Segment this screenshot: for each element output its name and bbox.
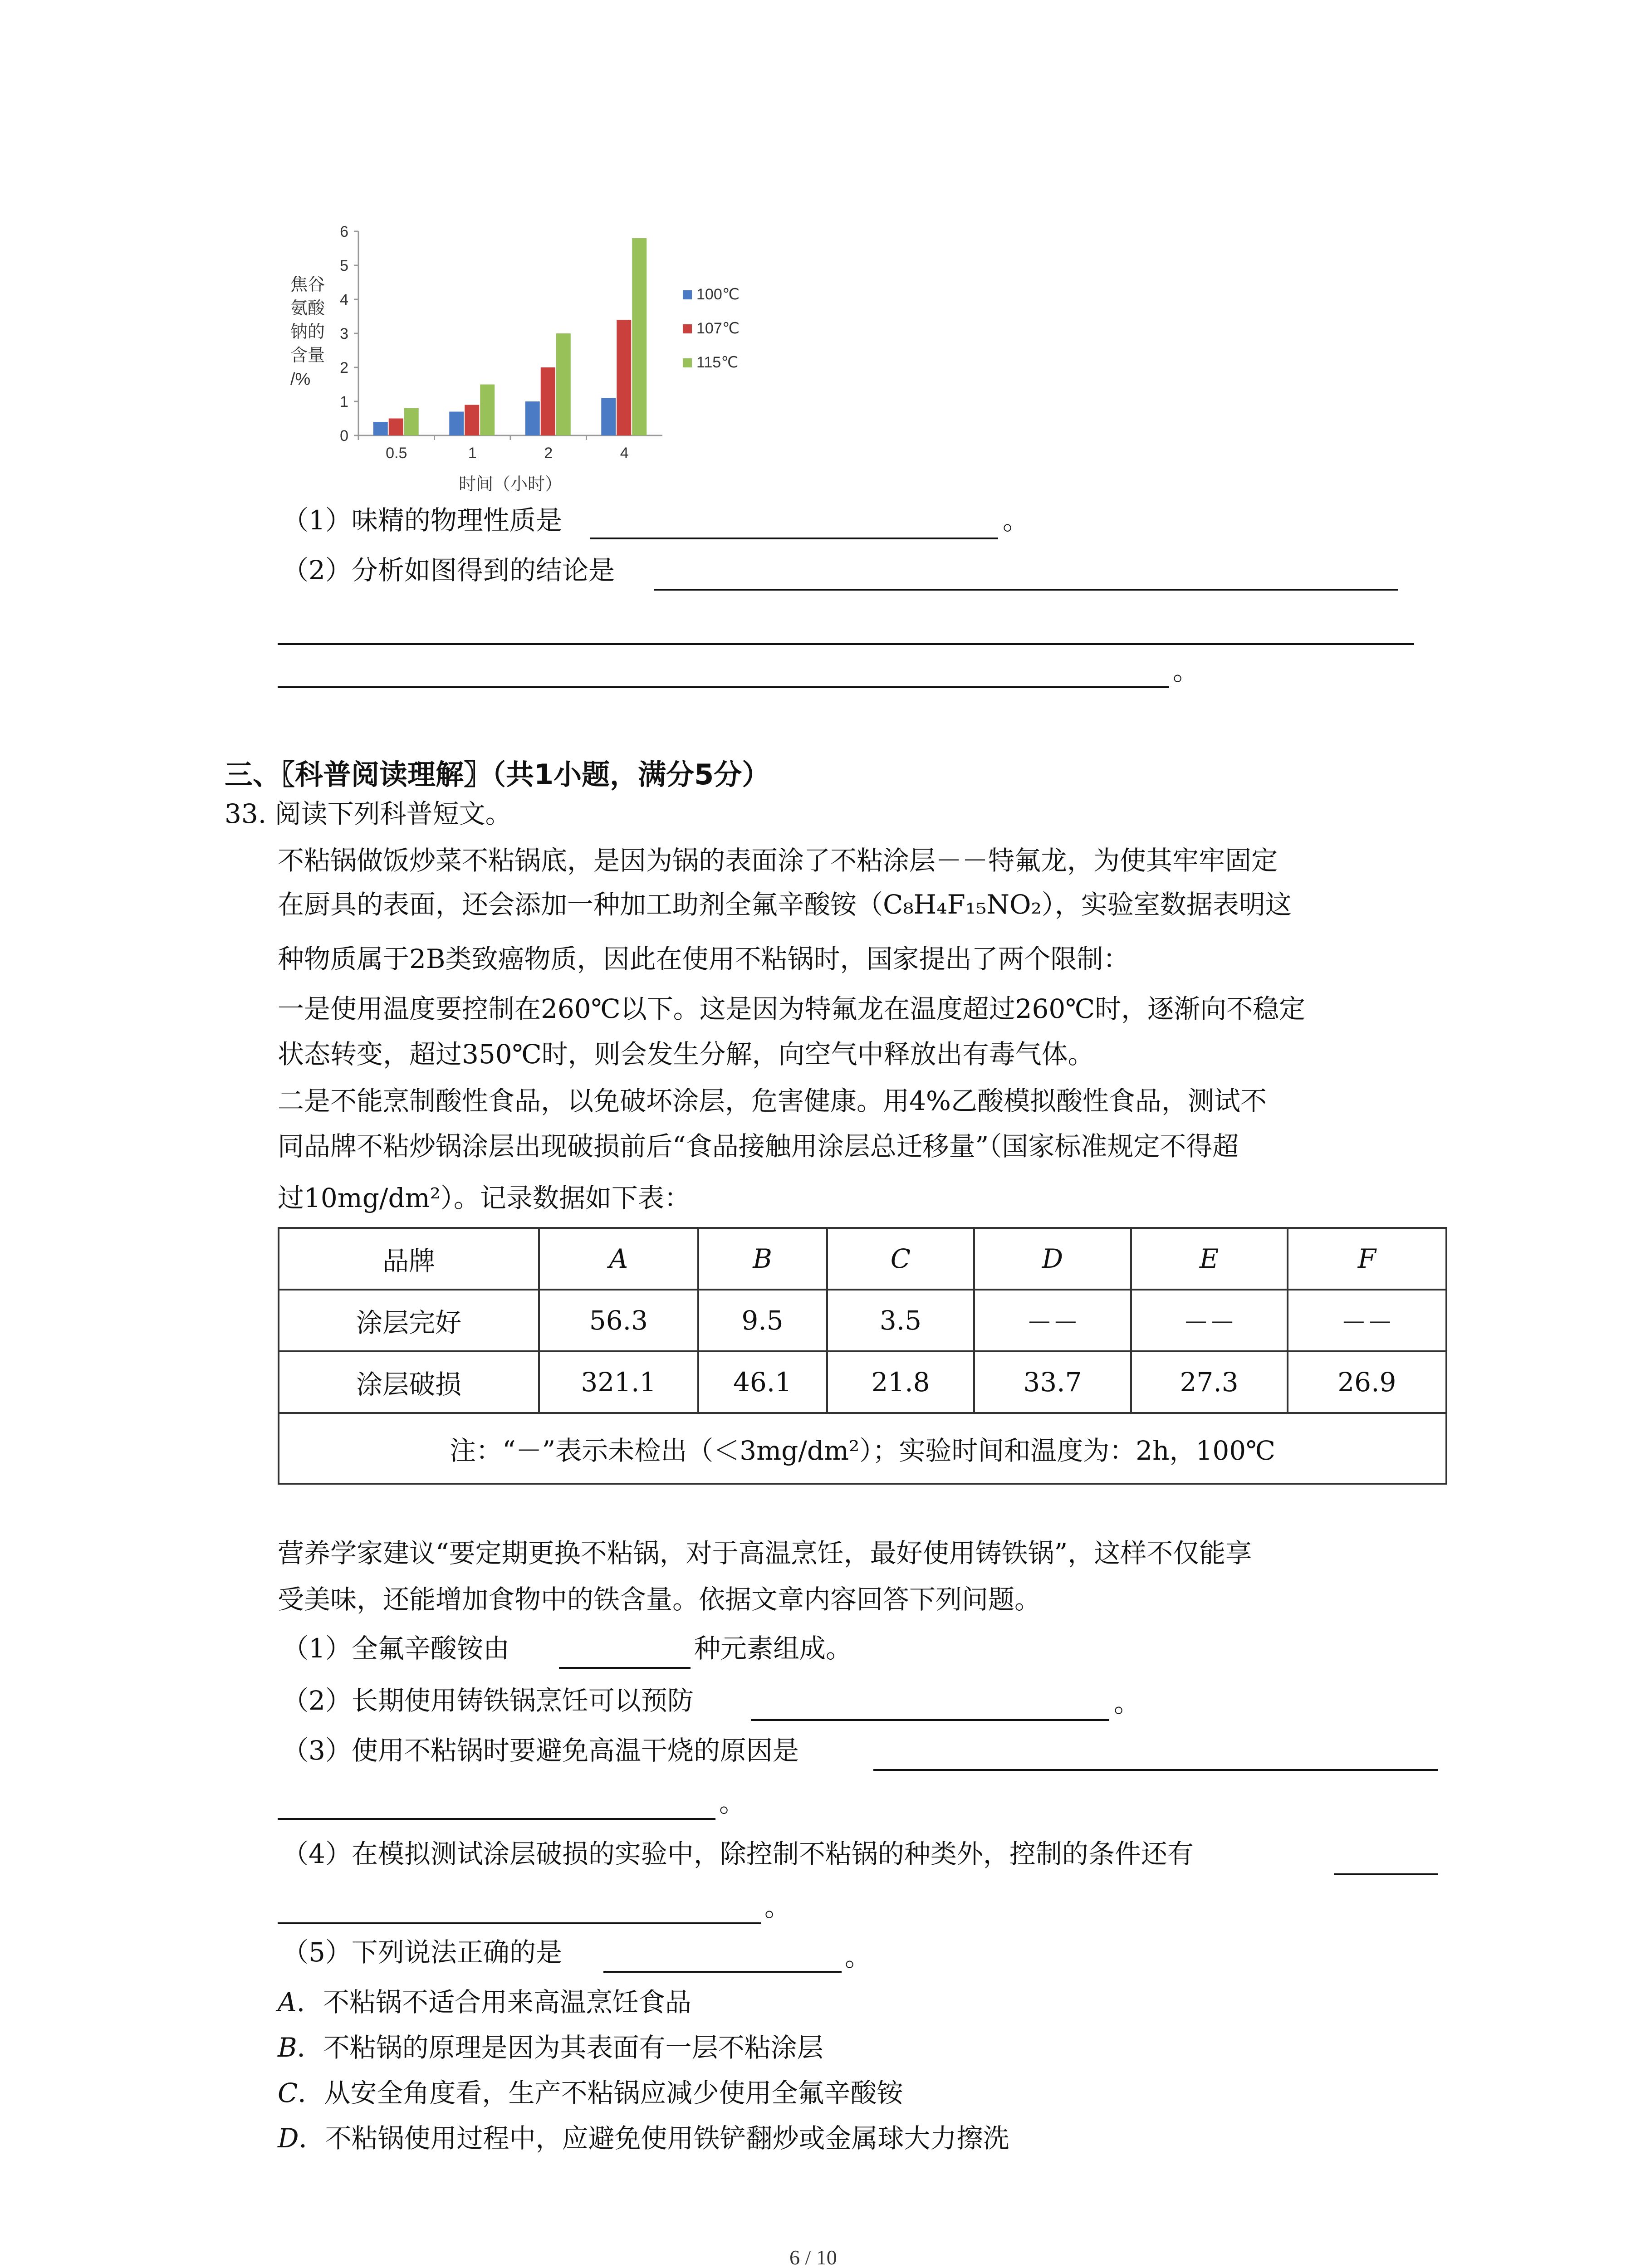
page-number: 6 / 10	[789, 2246, 837, 2268]
table-header-cell: F	[1288, 1228, 1446, 1290]
q32-sub2-end: 。	[1173, 655, 1200, 686]
q33-sub5-end: 。	[845, 1941, 872, 1972]
y-tick-label: 6	[340, 223, 348, 240]
bar	[541, 367, 555, 435]
y-tick-label: 2	[340, 359, 348, 376]
q33-p3-line1: 二是不能烹制酸性食品，以免破坏涂层，危害健康。用4%乙酸模拟酸性食品，测试不	[278, 1085, 1267, 1116]
y-label-line: 钠的	[290, 323, 325, 342]
bar	[632, 238, 647, 435]
table-cell: 56.3	[539, 1290, 698, 1351]
q33-p2-line2: 状态转变，超过350℃时，则会发生分解，向空气中释放出有毒气体。	[278, 1039, 1094, 1070]
chart-x-label: 时间（小时）	[458, 475, 563, 494]
table-header-cell: E	[1131, 1228, 1288, 1290]
option-b[interactable]	[278, 2034, 823, 2061]
y-label-line: 焦谷	[290, 275, 325, 294]
q33-p1-line1: 不粘锅做饭炒菜不粘锅底，是因为锅的表面涂了不粘涂层－－特氟龙，为使其牢牢固定	[278, 845, 1278, 876]
y-tick-label: 3	[340, 325, 348, 342]
q32-sub2-blank-1[interactable]	[654, 589, 1398, 591]
legend-swatch	[683, 358, 692, 367]
q32-sub1-text: （1）味精的物理性质是	[282, 505, 562, 536]
table-header-cell: A	[539, 1228, 698, 1290]
y-tick-label: 1	[340, 393, 348, 411]
table-cell: 9.5	[698, 1290, 827, 1351]
option-letter: D	[278, 2123, 299, 2154]
option-letter: C	[278, 2077, 298, 2108]
q33-number: 33. 阅读下列科普短文。	[225, 798, 512, 829]
y-tick-label: 4	[340, 291, 348, 308]
bar	[617, 320, 631, 435]
option-text: ．从安全角度看，生产不粘锅应减少使用全氟辛酸铵	[298, 2077, 903, 2108]
table-cell: －－	[1131, 1290, 1288, 1351]
bar	[449, 412, 464, 436]
legend-swatch	[683, 290, 692, 299]
table-cell: 26.9	[1288, 1351, 1446, 1413]
legend-label: 115℃	[696, 354, 739, 371]
section-title: 三、〖科普阅读理解〗（共1小题，满分5分）	[225, 758, 770, 791]
option-letter: A	[278, 1987, 297, 2018]
chart-y-label	[290, 275, 325, 389]
q33-sub1-text: （1）全氟辛酸铵由	[282, 1633, 509, 1664]
option-letter: B	[278, 2032, 297, 2063]
q33-sub5-blank[interactable]	[603, 1971, 842, 1973]
table-header-row	[279, 1228, 1446, 1290]
bar	[465, 405, 479, 436]
q32-sub2-text: （2）分析如图得到的结论是	[282, 555, 615, 586]
q33-sub3-text: （3）使用不粘锅时要避免高温干烧的原因是	[282, 1735, 799, 1766]
x-tick-label: 1	[468, 445, 477, 462]
q33-p4-line1: 营养学家建议“要定期更换不粘锅，对于高温烹饪，最好使用铸铁锅”，这样不仅能享	[278, 1538, 1252, 1569]
q33-p3-line3: 过10mg/dm²）。记录数据如下表：	[278, 1183, 691, 1213]
y-tick-label: 5	[340, 257, 348, 274]
bar	[480, 385, 495, 436]
q33-sub4-end: 。	[764, 1892, 791, 1922]
legend-label: 107℃	[696, 320, 740, 337]
q33-sub1-tail: 种元素组成。	[694, 1633, 852, 1664]
q33-sub4-blank-1[interactable]	[1334, 1873, 1438, 1875]
q33-p4-line2: 受美味，还能增加食物中的铁含量。依据文章内容回答下列问题。	[278, 1584, 1041, 1615]
table-cell: 321.1	[539, 1351, 698, 1413]
table-header-cell: 品牌	[279, 1228, 539, 1290]
bar	[373, 422, 388, 435]
option-text: ．不粘锅的原理是因为其表面有一层不粘涂层	[297, 2032, 823, 2063]
legend-swatch	[683, 324, 692, 333]
q33-sub2-end: 。	[1114, 1687, 1141, 1718]
q33-sub3-blank-1[interactable]	[873, 1769, 1438, 1771]
q33-sub1-blank[interactable]	[559, 1667, 691, 1669]
table-note: 注：“－”表示未检出（＜3mg/dm²）；实验时间和温度为：2h，100℃	[279, 1413, 1446, 1484]
q33-p3-line2: 同品牌不粘炒锅涂层出现破损前后“食品接触用涂层总迁移量”（国家标准规定不得超	[278, 1131, 1239, 1162]
table-cell: 涂层破损	[279, 1351, 539, 1413]
bar	[556, 333, 571, 435]
chart-x-ticks	[358, 435, 629, 462]
table-cell: 涂层完好	[279, 1290, 539, 1351]
q32-sub2-blank-2[interactable]	[278, 643, 1414, 645]
x-tick-label: 0.5	[386, 445, 407, 462]
table-row	[279, 1290, 1446, 1351]
migration-table	[278, 1227, 1447, 1485]
q33-p1-line2: 在厨具的表面，还会添加一种加工助剂全氟辛酸铵（C₈H₄F₁₅NO₂），实验室数据表明这	[278, 889, 1292, 920]
table-header-cell: D	[974, 1228, 1131, 1290]
y-label-line: 氨酸	[290, 299, 325, 318]
q32-sub2-blank-3[interactable]	[278, 686, 1169, 688]
table-note-row	[279, 1413, 1446, 1484]
bar	[404, 408, 419, 435]
option-text: ．不粘锅不适合用来高温烹饪食品	[296, 1987, 691, 2018]
x-tick-label: 4	[620, 445, 629, 462]
legend-label: 100℃	[696, 286, 740, 303]
q32-sub1-blank[interactable]	[590, 538, 998, 539]
bar	[525, 401, 540, 435]
chart-y-ticks	[340, 223, 358, 445]
q33-sub3-end: 。	[719, 1787, 746, 1818]
bar	[389, 419, 403, 436]
q33-p2-line1: 一是使用温度要控制在260℃以下。这是因为特氟龙在温度超过260℃时，逐渐向不稳定	[278, 993, 1306, 1024]
option-a[interactable]	[278, 1987, 691, 2018]
q33-sub4-text: （4）在模拟测试涂层破损的实验中，除控制不粘锅的种类外，控制的条件还有	[282, 1838, 1194, 1869]
q33-sub5-text: （5）下列说法正确的是	[282, 1937, 562, 1968]
q33-sub2-text: （2）长期使用铸铁锅烹饪可以预防	[282, 1685, 694, 1716]
y-label-line: 含量	[290, 346, 325, 365]
table-cell: 21.8	[827, 1351, 975, 1413]
y-label-line: /%	[290, 370, 311, 389]
q32-sub1-end: 。	[1003, 505, 1029, 536]
q33-sub4-blank-2[interactable]	[278, 1922, 761, 1924]
table-row	[279, 1351, 1446, 1413]
table-cell: －－	[1288, 1290, 1446, 1351]
bar	[601, 398, 616, 436]
y-tick-label: 0	[340, 427, 348, 445]
table-cell: 33.7	[974, 1351, 1131, 1413]
bar-chart	[272, 213, 762, 503]
table-cell: 46.1	[698, 1351, 827, 1413]
table-cell: －－	[974, 1290, 1131, 1351]
option-d[interactable]	[278, 2123, 1009, 2154]
chart-legend	[683, 286, 740, 371]
q33-sub2-blank[interactable]	[751, 1719, 1109, 1721]
q33-sub3-blank-2[interactable]	[278, 1818, 715, 1820]
option-c[interactable]	[278, 2077, 903, 2108]
option-text: ．不粘锅使用过程中，应避免使用铁铲翻炒或金属球大力擦洗	[299, 2123, 1009, 2154]
table-header-cell: C	[827, 1228, 975, 1290]
q33-p1-line3: 种物质属于2B类致癌物质，因此在使用不粘锅时，国家提出了两个限制：	[278, 943, 1130, 974]
chart-bars	[373, 238, 647, 435]
table-header-cell: B	[698, 1228, 827, 1290]
table-cell: 27.3	[1131, 1351, 1288, 1413]
table-cell: 3.5	[827, 1290, 975, 1351]
x-tick-label: 2	[544, 445, 553, 462]
